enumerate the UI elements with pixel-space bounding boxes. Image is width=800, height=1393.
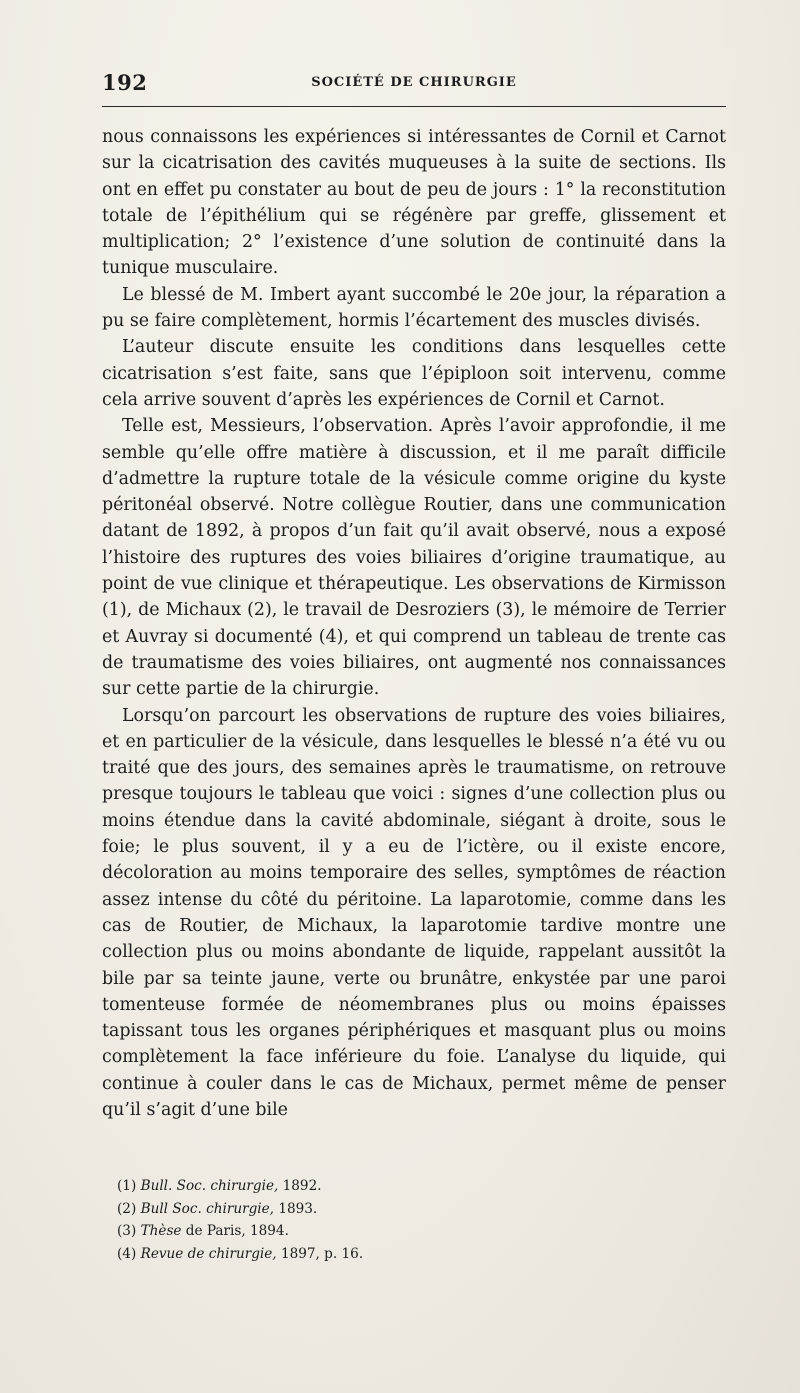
header-rule (102, 106, 726, 107)
footnote-source: Revue de chirurgie, (140, 1245, 277, 1262)
running-head: SOCIÉTÉ DE CHIRURGIE (311, 75, 517, 90)
footnote-source: Thèse (140, 1223, 182, 1239)
footnote-number: (3) (117, 1223, 137, 1239)
footnote (117, 1175, 677, 1198)
page-number: 192 (102, 70, 148, 95)
paragraph: Lorsqu’on parcourt les observations de rupture des voies biliaires, et en particulier de la vésicule, dans lesquelles le blessé n’a été vu ou traité que des jours, des semaines après le traumatisme, on retrouve presque toujours le tableau que voici : signes d’une collection plus ou moins étendue dans la cavité abdominale, siégant à droite, sous le foie; le plus souvent, il y a eu de l’ictère, ou il existe encore, décoloration au moins temporaire des selles, symptômes de réaction assez intense du côté du péritoine. La laparotomie, comme dans les cas de Routier, de Michaux, la laparotomie tardive montre une collection plus ou moins abondante de liquide, rappelant aussitôt la bile par sa teinte jaune, verte ou brunâtre, enkystée par une paroi tomenteuse formée de néomembranes plus ou moins épaisses tapissant tous les organes périphériques et masquant plus ou moins complètement la face inférieure du foie. L’analyse du liquide, qui continue à couler dans le cas de Michaux, permet même de penser qu’il s’agit d’une bile (102, 705, 726, 1120)
footnotes (117, 1175, 677, 1265)
footnote-source: Bull. Soc. chirurgie, (140, 1178, 279, 1194)
footnote-detail: 1893. (274, 1200, 318, 1217)
footnote-detail: 1897, p. 16. (276, 1245, 364, 1262)
footnote (117, 1220, 677, 1243)
paragraph: L’auteur discute ensuite les conditions dans lesquelles cette cicatrisation s’est faite, sans que l’épiploon soit intervenu, comme cela arrive souvent d’après les expériences de Cornil et Carnot. (102, 337, 726, 410)
footnote-detail: de Paris, 1894. (181, 1223, 289, 1239)
page-header (102, 70, 726, 100)
footnote-number: (1) (117, 1178, 137, 1194)
footnote-detail: 1892. (278, 1178, 322, 1194)
paragraph: Telle est, Messieurs, l’observation. Après l’avoir approfondie, il me semble qu’elle offre matière à discussion, et il me paraît difficile d’admettre la rupture totale de la vésicule comme origine du kyste péritonéal observé. Notre collègue Routier, dans une communication datant de 1892, à propos d’un fait qu’il avait observé, nous a exposé l’histoire des ruptures des voies biliaires d’origine traumatique, au point de vue clinique et thérapeutique. Les observations de Kirmisson (1), de Michaux (2), le travail de Desroziers (3), le mémoire de Terrier et Auvray si documenté (4), et qui comprend un tableau de trente cas de traumatisme des voies biliaires, ont augmenté nos connaissances sur cette partie de la chirurgie. (102, 416, 726, 700)
body-text (102, 124, 726, 1123)
footnote-source: Bull Soc. chirurgie, (140, 1200, 274, 1217)
paragraph: nous connaissons les expériences si intéressantes de Cornil et Carnot sur la cicatrisation des cavités muqueuses à la suite de sections. Ils ont en effet pu constater au bout de peu de jours : 1° la reconstitution totale de l’épithélium qui se régénère par greffe, glissement et multiplication; 2° l’existence d’une solution de continuité dans la tunique musculaire. (102, 127, 726, 279)
footnote-number: (4) (117, 1245, 137, 1262)
paragraph: Le blessé de M. Imbert ayant succombé le 20e jour, la réparation a pu se faire complètement, hormis l’écartement des muscles divisés. (102, 284, 726, 332)
footnote (117, 1243, 677, 1266)
footnote (117, 1198, 677, 1221)
footnote-number: (2) (117, 1200, 137, 1217)
